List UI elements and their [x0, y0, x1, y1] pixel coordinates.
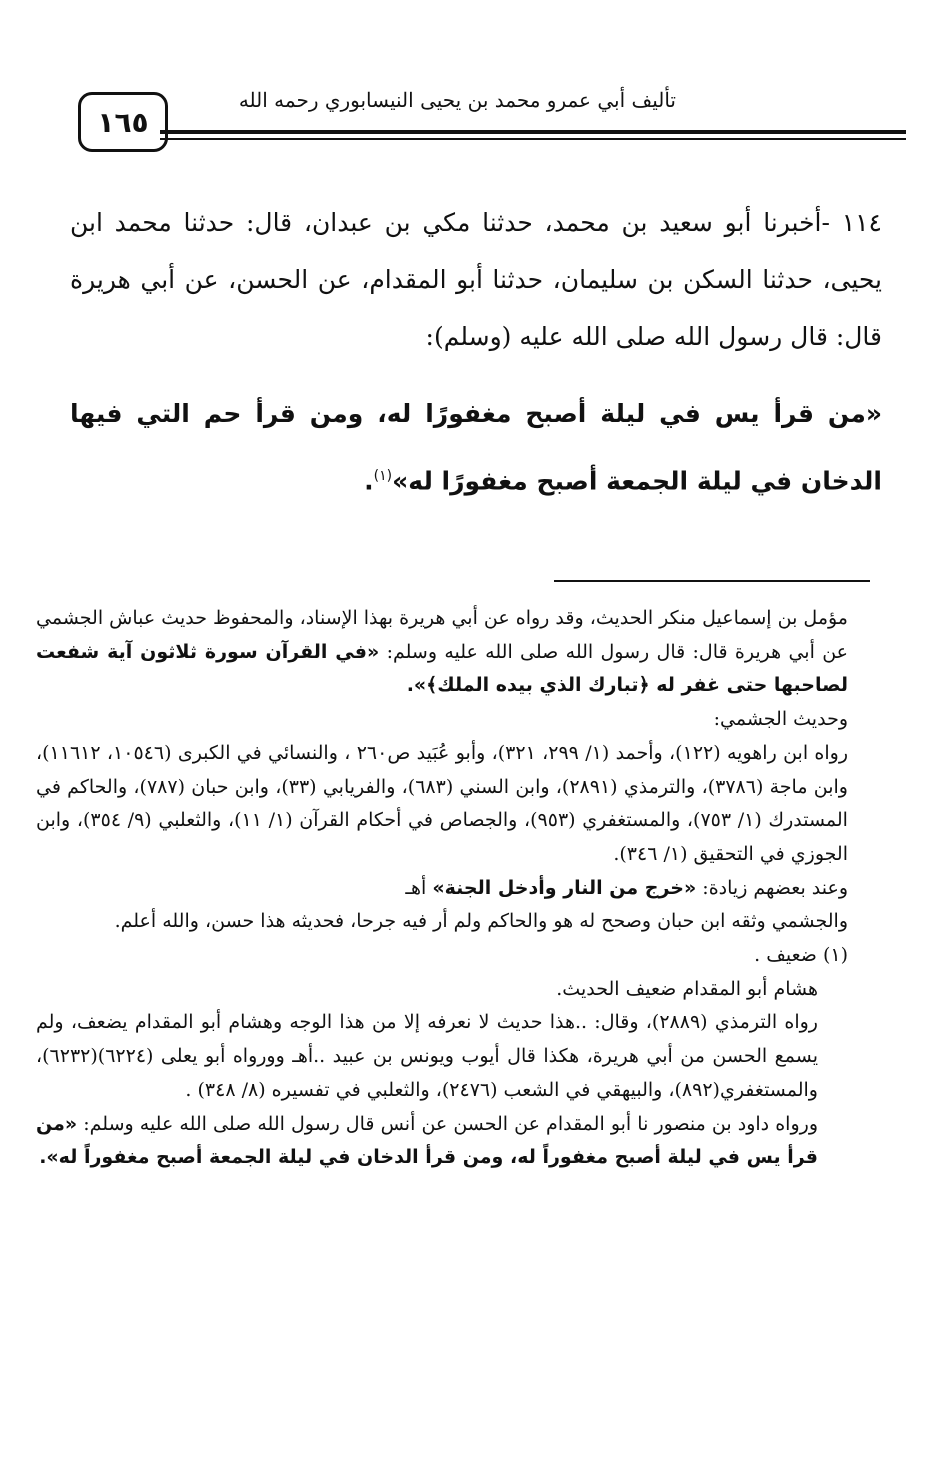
footnote-1: [36, 939, 848, 973]
note-paragraph: رواه ابن راهويه (١٢٢)، وأحمد (١/ ٢٩٩، ٣٢١)، وأبو عُبَيد ص٢٦٠ ، والنسائي في الكبرى (١٠٥٤٦، ١١٦١٢)، وابن ماجة (٣٧٨٦)، والترمذي (٢٨٩١)، وابن السني (٦٨٣)، والفريابي (٣٣)، وابن حبان (٧٨٧)، والحاكم في المستدرك (١/ ٧٥٣)، والمستغفري (٩٥٣)، والجصاص في أحكام القرآن (١/ ١١)، والثعلبي (٩/ ٣٥٤)، وابن الجوزي في التحقيق (١/ ٣٤٦).: [36, 741, 849, 865]
note-quote: «خرج من النار وأدخل الجنة»: [432, 876, 697, 899]
end-mark: .: [364, 466, 374, 496]
hadith-quote: «من قرأ يس في ليلة أصبح مغفورًا له، ومن قرأ حم التي فيها الدخان في ليلة الجمعة أصبح مغفورًا له»: [70, 399, 882, 496]
footnotes: [36, 602, 848, 1175]
hadith-chain: ١١٤ -أخبرنا أبو سعيد بن محمد، حدثنا مكي بن عبدان، قال: حدثنا محمد ابن يحيى، حدثنا السكن بن سليمان، حدثنا أبو المقدام، عن الحسن، عن أبي هريرة قال: قال رسول الله صلى الله عليه (وسلم):: [70, 208, 882, 351]
note-quote: «في القرآن سورة ثلاثون آية شفعت لصاحبها حتى غفر له ﴿تبارك الذي بيده الملك﴾».: [36, 640, 848, 697]
footnote-1-marker: (١): [822, 944, 848, 967]
note-text: ورواه داود بن منصور نا أبو المقدام عن الحسن عن أنس قال رسول الله صلى الله عليه وسلم:: [83, 1112, 818, 1135]
footnote-1-verdict: ضعيف .: [754, 944, 817, 967]
note-quote: «من قرأ يس في ليلة أصبح مغفوراً له، ومن قرأ الدخان في ليلة الجمعة أصبح مغفوراً له».: [36, 1112, 818, 1169]
header-rule-thin: [160, 138, 906, 140]
note-paragraph: رواه الترمذي (٢٨٨٩)، وقال: ..هذا حديث لا نعرفه إلا من هذا الوجه وهشام أبو المقدام يضعف، ولم يسمع الحسن من أبي هريرة، هكذا قال أيوب ويونس بن عبيد ..أهـ وورواه أبو يعلى (٦٢٢٤)(٦٢٣٢)، والمستغفري(٨٩٢)، والبيهقي في الشعب (٢٤٧٦)، والثعلبي في تفسيره (٨/ ٣٤٨) .: [36, 1011, 818, 1101]
header-rule: [160, 130, 906, 134]
note-paragraph: والجشمي وثقه ابن حبان وصحح له هو والحاكم ولم أر فيه جرحا، فحديثه هذا حسن، والله أعلم.: [114, 910, 848, 933]
footnote-separator: [554, 580, 870, 582]
note-text: وعند بعضهم زيادة:: [702, 876, 848, 899]
footnote-marker: (١): [373, 468, 393, 484]
note-paragraph: هشام أبو المقدام ضعيف الحديث.: [556, 977, 818, 1000]
note-paragraph: [36, 602, 848, 703]
note-text: مؤمل بن إسماعيل منكر الحديث، وقد رواه عن أبي هريرة بهذا الإسناد، والمحفوظ حديث عباش الجشمي عن أبي هريرة قال: قال رسول الله صلى الله عليه وسلم:: [36, 607, 848, 663]
note-paragraph: [36, 872, 848, 906]
note-paragraph: وحديث الجشمي:: [713, 708, 848, 731]
running-title: تأليف أبي عمرو محمد بن يحيى النيسابوري رحمه الله: [238, 88, 676, 112]
page-header: [0, 0, 940, 160]
hadith-text: [70, 383, 882, 512]
page-number: ١٦٥: [78, 92, 168, 152]
note-paragraph: [36, 1108, 848, 1175]
note-text: أهـ: [405, 876, 427, 899]
main-text: [70, 194, 882, 512]
